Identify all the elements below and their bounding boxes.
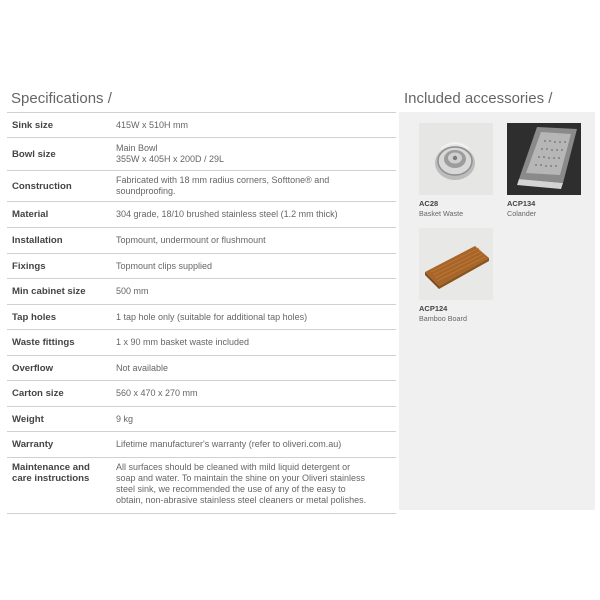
spec-value: Not available: [116, 362, 169, 373]
spec-value: 1 tap hole only (suitable for additional tap holes): [116, 311, 308, 322]
spec-row: [7, 113, 396, 138]
spec-value: Topmount clips supplied: [116, 260, 213, 271]
accessory-name: Bamboo Board: [419, 314, 467, 323]
spec-value: [116, 175, 396, 197]
spec-label: Bowl size: [12, 148, 56, 160]
spec-label: Installation: [12, 235, 63, 246]
spec-row: [7, 330, 396, 356]
spec-value-line: All surfaces should be cleaned with mild liquid detergent or: [116, 462, 351, 472]
accessory-name: Colander: [507, 209, 537, 218]
spec-label: Weight: [12, 413, 44, 425]
spec-label: Tap holes: [12, 311, 57, 323]
accessories-title: Included accessories /: [404, 90, 553, 107]
spec-row: [7, 407, 396, 432]
accessory-code: AC28: [419, 199, 439, 208]
spec-label: Warranty: [12, 439, 54, 450]
spec-value-line: Fabricated with 18 mm radius corners, Softtone® and: [116, 175, 330, 185]
spec-row: [7, 432, 396, 458]
spec-label: Construction: [12, 180, 72, 192]
spec-value-line: Main Bowl: [116, 143, 158, 153]
accessory-code: ACP134: [507, 199, 536, 208]
spec-label-line: care instructions: [12, 473, 90, 484]
accessory-item: [507, 123, 581, 218]
colander-photo: [507, 123, 581, 195]
spec-row: [7, 356, 396, 381]
spec-value-line: steel sink, we recommended the use of any of the easy to: [116, 484, 346, 494]
spec-value-line: 355W x 405H x 200D / 29L: [116, 154, 225, 164]
accessory-code: ACP124: [419, 304, 448, 313]
accessory-name: Basket Waste: [419, 209, 464, 218]
spec-value: 9 kg: [116, 413, 134, 424]
spec-label: Min cabinet size: [12, 286, 86, 297]
spec-row: [7, 254, 396, 279]
spec-value: 500 mm: [116, 286, 149, 296]
spec-value: 304 grade, 18/10 brushed stainless steel (1.2 mm thick): [116, 209, 338, 219]
spec-value: Lifetime manufacturer's warranty (refer to oliveri.com.au): [116, 439, 342, 449]
spec-value-line: soap and water. To maintain the shine on your Oliveri stainless: [116, 473, 365, 483]
accessories-section: [399, 84, 599, 323]
spec-value: 415W x 510H mm: [116, 119, 189, 130]
spec-value: 1 x 90 mm basket waste included: [116, 337, 250, 347]
spec-row: [7, 305, 396, 330]
spec-label: [7, 462, 116, 484]
spec-value: [116, 462, 396, 506]
spec-row: [7, 202, 396, 228]
spec-label: Material: [12, 209, 49, 220]
spec-value-line: obtain, non-abrasive stainless steel cleaners or metal polishes.: [116, 495, 367, 505]
spec-label: Fixings: [12, 260, 46, 272]
spec-label: Sink size: [12, 119, 54, 131]
spec-label: Waste fittings: [12, 337, 75, 348]
spec-row: [7, 458, 396, 514]
bamboo-board-photo: [419, 228, 493, 300]
specifications-title: Specifications /: [7, 84, 396, 113]
basket-waste-photo: [419, 123, 493, 195]
spec-value: [116, 143, 396, 165]
spec-row: [7, 171, 396, 202]
accessories-panel: [399, 112, 595, 510]
spec-label: Carton size: [12, 388, 64, 399]
spec-value: Topmount, undermount or flushmount: [116, 235, 266, 245]
accessory-item: [419, 228, 493, 323]
spec-row: [7, 279, 396, 305]
spec-row: [7, 228, 396, 254]
specifications-section: [7, 84, 396, 514]
spec-value: 560 x 470 x 270 mm: [116, 388, 198, 398]
spec-label: Overflow: [12, 362, 54, 374]
spec-value-line: soundproofing.: [116, 186, 176, 196]
accessory-item: [419, 123, 493, 218]
spec-row: [7, 381, 396, 407]
specifications-table: [7, 113, 396, 514]
spec-row: [7, 138, 396, 171]
spec-label-line: Maintenance and: [12, 462, 90, 473]
